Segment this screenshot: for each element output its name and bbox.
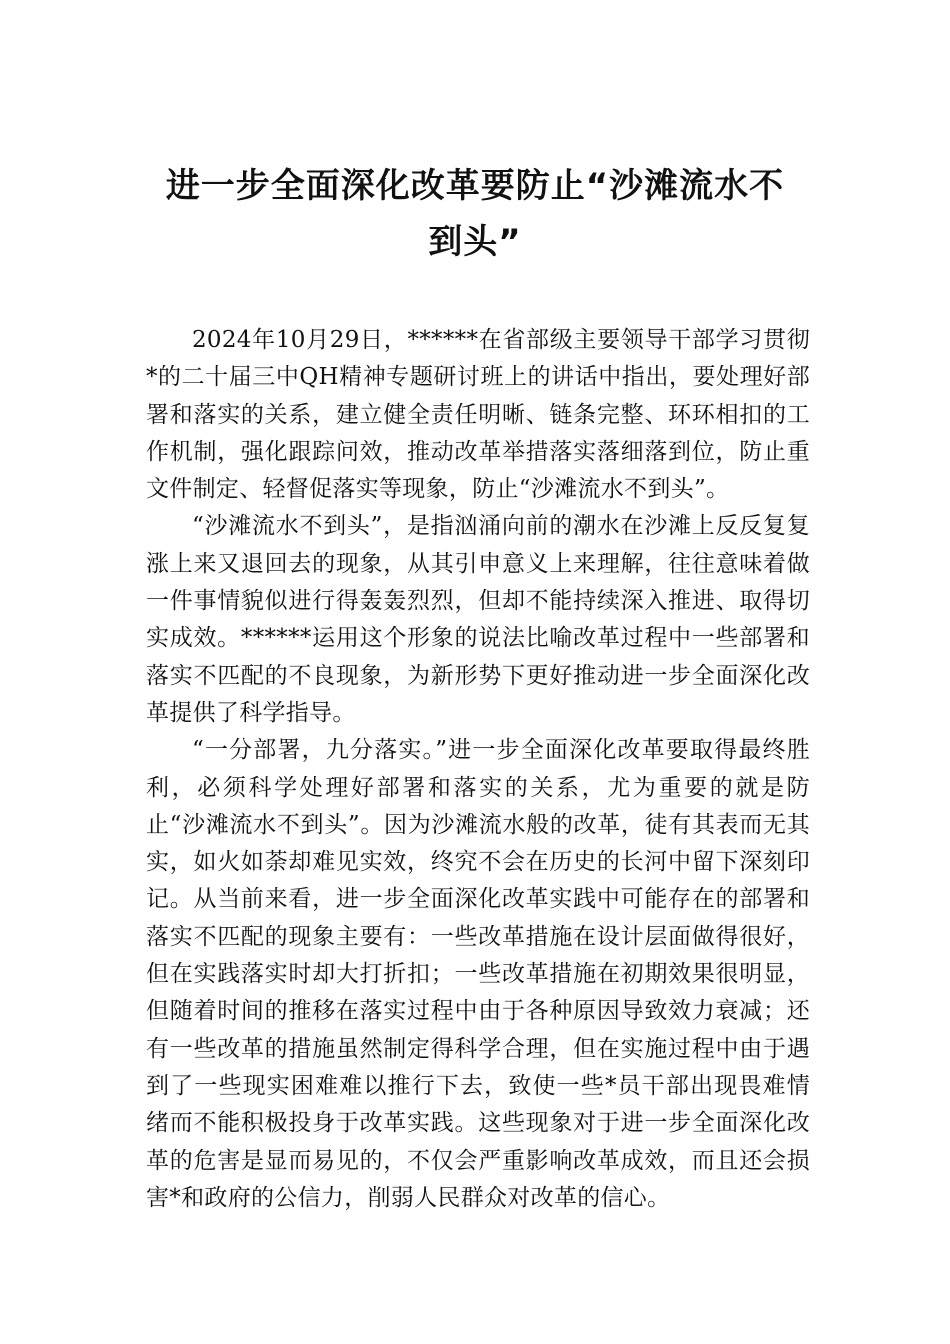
paragraph-2: “沙滩流水不到头”，是指汹涌向前的潮水在沙滩上反反复复涨上来又退回去的现象，从其引申意义上来理解，往往意味着做一件事情貌似进行得轰轰烈烈，但却不能持续深入推进、取得切实成效。******运用这个形象的说法比喻改革过程中一些部署和落实不匹配的不良现象，为新形势下更好推动进一步全面深化改革提供了科学指导。: [146, 513, 810, 726]
title-line-2: 到头”: [428, 222, 522, 262]
document-title: [140, 158, 810, 270]
title-line-1: 进一步全面深化改革要防止“沙滩流水不: [165, 166, 785, 206]
document-body: [146, 322, 810, 1217]
paragraph-3: “一分部署，九分落实。”进一步全面深化改革要取得最终胜利，必须科学处理好部署和落实的关系，尤为重要的就是防止“沙滩流水不到头”。因为沙滩流水般的改革，徒有其表而无其实，如火如荼却难见实效，终究不会在历史的长河中留下深刻印记。从当前来看，进一步全面深化改革实践中可能存在的部署和落实不匹配的现象主要有：一些改革措施在设计层面做得很好，但在实践落实时却大打折扣；一些改革措施在初期效果很明显，但随着时间的推移在落实过程中由于各种原因导致效力衰减；还有一些改革的措施虽然制定得科学合理，但在实施过程中由于遇到了一些现实困难难以推行下去，致使一些*员干部出现畏难情绪而不能积极投身于改革实践。这些现象对于进一步全面深化改革的危害是显而易见的，不仅会严重影响改革成效，而且还会损害*和政府的公信力，削弱人民群众对改革的信心。: [146, 737, 810, 1211]
paragraph-1: 2024年10月29日，******在省部级主要领导干部学习贯彻*的二十届三中QH精神专题研讨班上的讲话中指出，要处理好部署和落实的关系，建立健全责任明晰、链条完整、环环相扣的工作机制，强化跟踪问效，推动改革举措落实落细落到位，防止重文件制定、轻督促落实等现象，防止“沙滩流水不到头”。: [146, 327, 810, 503]
